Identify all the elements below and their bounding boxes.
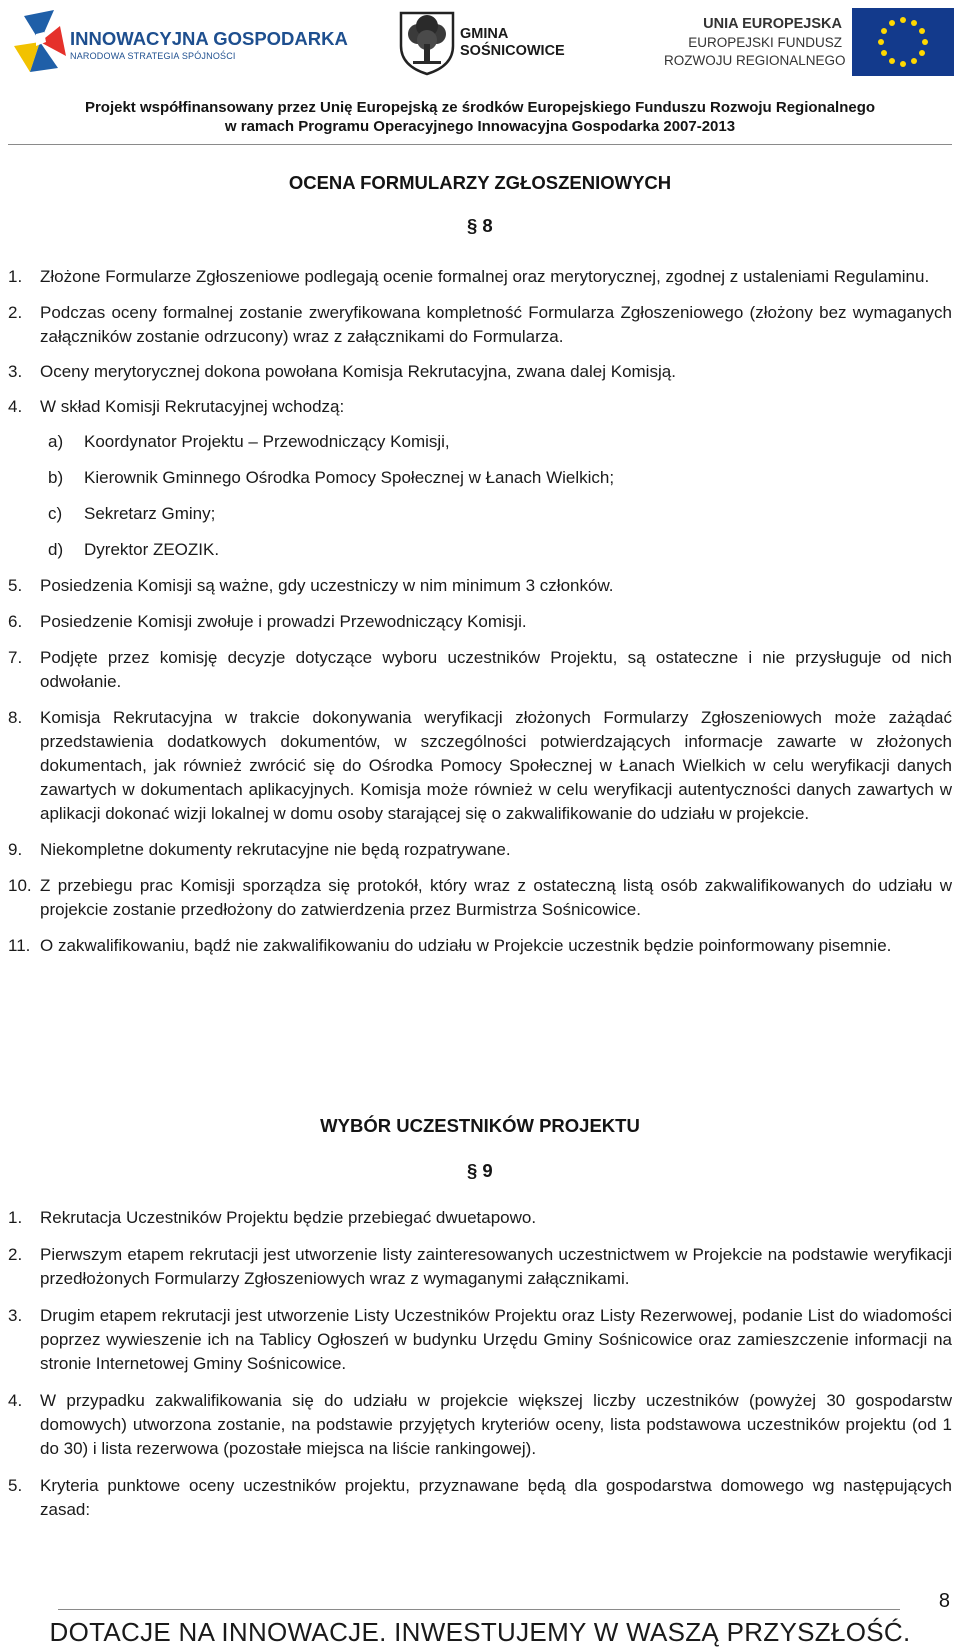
item-number: 3.: [8, 1306, 23, 1325]
item-number: 7.: [8, 648, 23, 667]
star-emblem-icon: [10, 6, 68, 78]
subitem-letter: c): [48, 504, 63, 523]
logo-ue-line1: UNIA EUROPEJSKA: [703, 16, 842, 32]
eu-flag-icon: [852, 8, 954, 76]
item-number: 2.: [8, 303, 23, 322]
list-item: [8, 874, 952, 922]
list-item: [8, 574, 952, 598]
item-text: Złożone Formularze Zgłoszeniowe podlegają ocenie formalnej oraz merytorycznej, zgodnej z ustaleniami Regulaminu.: [40, 267, 930, 286]
logo-ig-subtitle: NARODOWA STRATEGIA SPÓJNOŚCI: [70, 51, 236, 61]
item-text: W przypadku zakwalifikowania się do udziału w projekcie większej liczby uczestników (powyżej 30 gospodarstw domowych) utworzona zostanie, na podstawie przyjętych kryteriów oceny, lista podstawowa uczestników projektu (od 1 do 30) i lista rezerwowa (pozostałe miejsca na liście rankingowej).: [40, 1391, 952, 1458]
item-text: Rekrutacja Uczestników Projektu będzie przebiegać dwuetapowo.: [40, 1208, 537, 1227]
item-number: 6.: [8, 612, 23, 631]
funding-line-1: Projekt współfinansowany przez Unię Europejską ze środków Europejskiego Funduszu Rozwoju Regionalnego: [84, 99, 876, 116]
list-item: [8, 395, 952, 419]
subitem-letter: d): [48, 540, 64, 559]
item-number: 10.: [8, 876, 32, 895]
item-number: 4.: [8, 1391, 23, 1410]
subitem-text: Koordynator Projektu – Przewodniczący Komisji,: [84, 432, 450, 451]
item-text: Komisja Rekrutacyjna w trakcie dokonywania weryfikacji złożonych Formularzy Zgłoszeniowych może zażądać przedstawienia dodatkowych dokumentów, w szczególności potwierdzających informacje zawarte w złożonych dokumentach, jak również zwrócić się do Ośrodka Pomocy Społecznej w Łanach Wielkich w celu weryfikacji danych zawartych w dokumentach aplikacyjnych. Komisja może również w celu weryfikacji autentyczności danych zawartych w aplikacji dokonać wizji lokalnej w domu osoby starającej się o zakwalifikowanie do udziału w projekcie.: [40, 708, 952, 823]
list-item: [8, 610, 952, 634]
committee-member: [8, 538, 952, 562]
item-text: Z przebiegu prac Komisji sporządza się protokół, który wraz z ostateczną listą osób zakwalifikowanych do udziału w projekcie zostanie przedłożony do zatwierdzenia przez Burmistrza Sośnicowice.: [40, 876, 952, 919]
item-text: Niekompletne dokumenty rekrutacyjne nie będą rozpatrywane.: [40, 840, 511, 859]
list-item: [8, 1243, 952, 1291]
list-item: [8, 360, 952, 384]
list-item: [8, 1304, 952, 1376]
section-title-ocena: OCENA FORMULARZY ZGŁOSZENIOWYCH: [288, 172, 672, 193]
logo-ue-line3: ROZWOJU REGIONALNEGO: [664, 53, 846, 68]
list-item: [8, 706, 952, 826]
item-number: 8.: [8, 708, 23, 727]
list-item: [8, 1389, 952, 1461]
tree-crest-icon: [398, 10, 456, 76]
footer-divider: [58, 1609, 900, 1610]
item-number: 4.: [8, 397, 23, 416]
committee-member: [8, 466, 952, 490]
item-text: Posiedzenia Komisji są ważne, gdy uczestniczy w nim minimum 3 członków.: [40, 576, 614, 595]
header-divider: [8, 144, 952, 145]
item-number: 11.: [8, 936, 31, 955]
funding-line-2: w ramach Programu Operacyjnego Innowacyjna Gospodarka 2007-2013: [224, 118, 736, 135]
item-text: O zakwalifikowaniu, bądź nie zakwalifikowaniu do udziału w Projekcie uczestnik będzie poinformowany pisemnie.: [40, 936, 892, 955]
gmina-sosnicowice-logo: [398, 10, 578, 80]
item-text: Posiedzenie Komisji zwołuje i prowadzi Przewodniczący Komisji.: [40, 612, 527, 631]
item-number: 1.: [8, 1208, 23, 1227]
list-item: [8, 838, 952, 862]
item-number: 9.: [8, 840, 23, 859]
item-text: Drugim etapem rekrutacji jest utworzenie Listy Uczestników Projektu oraz Listy Rezerwowej, podanie List do wiadomości poprzez wywieszenie ich na Tablicy Ogłoszeń w budynku Urzędu Gminy Sośnicowice oraz zamieszczenie informacji na stronie Internetowej Gminy Sośnicowice.: [40, 1306, 952, 1373]
innowacyjna-gospodarka-logo: [8, 4, 348, 84]
section-title-wybor: WYBÓR UCZESTNIKÓW PROJEKTU: [320, 1115, 640, 1136]
list-item: [8, 265, 952, 289]
item-number: 5.: [8, 576, 23, 595]
list-item: [8, 934, 952, 958]
item-text: Podjęte przez komisję decyzje dotyczące wyboru uczestników Projektu, są ostateczne i nie przysługuje od nich odwołanie.: [40, 648, 952, 691]
paragraph-8: § 8: [467, 215, 493, 236]
item-number: 2.: [8, 1245, 23, 1264]
logo-ig-title: INNOWACYJNA GOSPODARKA: [70, 28, 348, 49]
subitem-letter: b): [48, 468, 64, 487]
paragraph-9: § 9: [467, 1160, 493, 1181]
subitem-text: Sekretarz Gminy;: [84, 504, 216, 523]
item-text: Pierwszym etapem rekrutacji jest utworzenie listy zainteresowanych uczestnictwem w Projekcie na podstawie weryfikacji przedłożonych Formularzy Zgłoszeniowych wraz z wymaganymi załącznikami.: [40, 1245, 952, 1288]
subitem-text: Kierownik Gminnego Ośrodka Pomocy Społecznej w Łanach Wielkich;: [84, 468, 615, 487]
item-number: 3.: [8, 362, 23, 381]
subitem-text: Dyrektor ZEOZIK.: [84, 540, 220, 559]
list-item: [8, 301, 952, 349]
logo-gmina-line2: SOŚNICOWICE: [460, 43, 565, 59]
footer-slogan: DOTACJE NA INNOWACJE. INWESTUJEMY W WASZĄ PRZYSZŁOŚĆ.: [49, 1617, 911, 1647]
item-text: W skład Komisji Rekrutacyjnej wchodzą:: [40, 397, 345, 416]
list-item: [8, 1206, 952, 1230]
list-item: [8, 1474, 952, 1522]
item-text: Podczas oceny formalnej zostanie zweryfikowana kompletność Formularza Zgłoszeniowego (złożony bez wymaganych załączników zostanie odrzucony) wraz z załącznikami do Formularza.: [40, 303, 952, 346]
committee-member: [8, 502, 952, 526]
item-number: 5.: [8, 1476, 23, 1495]
list-item: [8, 646, 952, 694]
section1-list: [8, 265, 952, 958]
item-text: Kryteria punktowe oceny uczestników projektu, przyznawane będą dla gospodarstwa domowego wg następujących zasad:: [40, 1476, 952, 1519]
page-number: 8: [938, 1590, 950, 1612]
subitem-letter: a): [48, 432, 64, 451]
committee-member: [8, 430, 952, 454]
logo-gmina-line1: GMINA: [460, 26, 509, 42]
item-text: Oceny merytorycznej dokona powołana Komisja Rekrutacyjna, zwana dalej Komisją.: [40, 362, 676, 381]
unia-europejska-logo: [664, 8, 954, 80]
item-number: 1.: [8, 267, 23, 286]
page-header: [0, 0, 960, 150]
section2-list: [8, 1206, 952, 1522]
logo-ue-line2: EUROPEJSKI FUNDUSZ: [688, 35, 842, 50]
